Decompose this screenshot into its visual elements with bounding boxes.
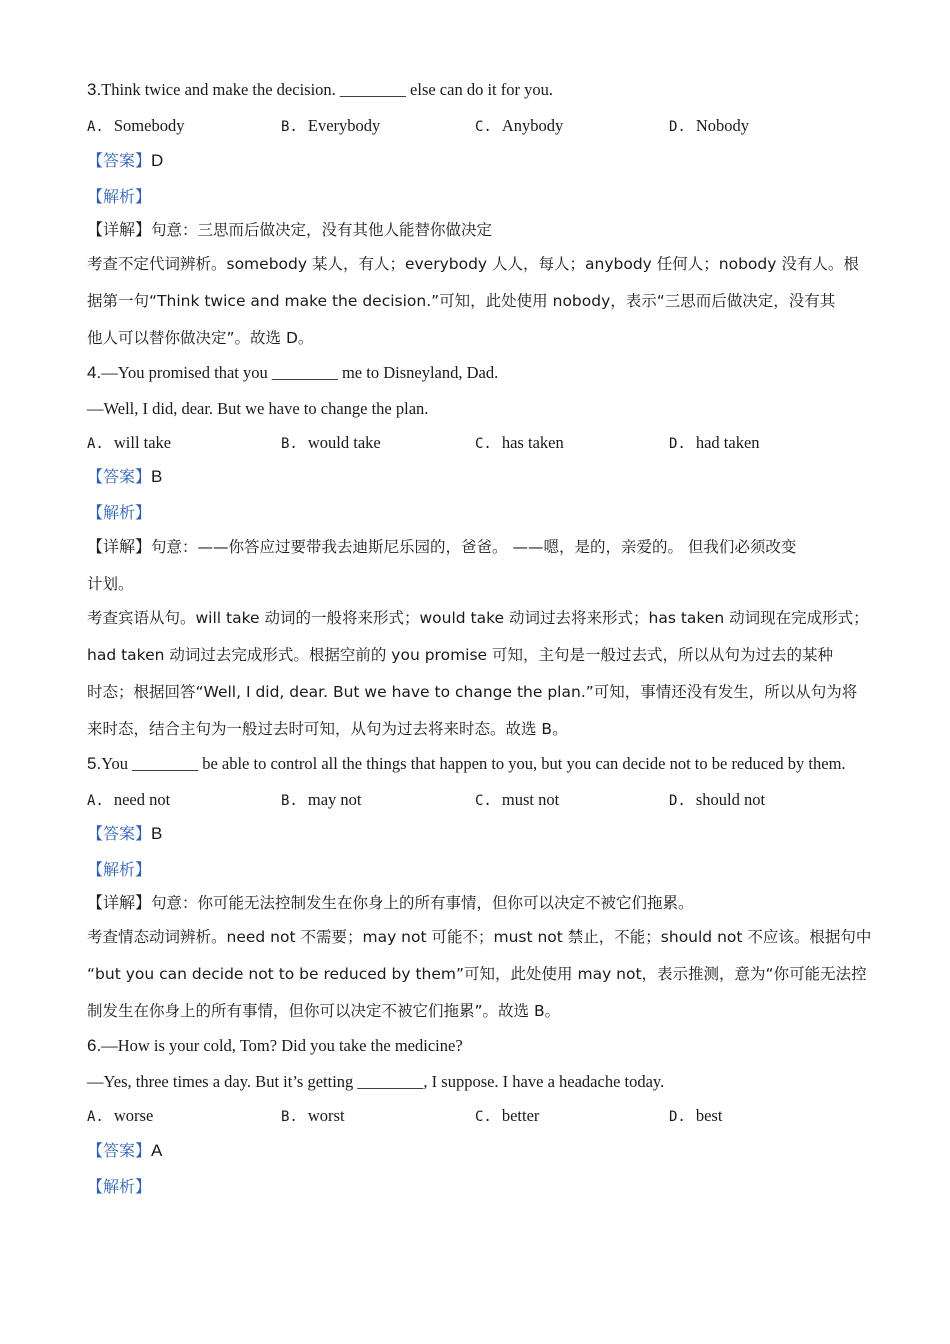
detail-line: “but you can decide not to be reduced by them”可知，此处使用 may not，表示推测，意为“你可能无法控 bbox=[87, 965, 867, 983]
option-letter: B. bbox=[281, 436, 298, 452]
answer-label: 【答案】 bbox=[87, 824, 152, 843]
question-text: —Yes, three times a day. But it’s getting ________, I suppose. I have a headache today. bbox=[87, 1072, 665, 1091]
option-b bbox=[281, 432, 381, 455]
detail-label: 【详解】 bbox=[87, 893, 152, 912]
detail-label: 【详解】 bbox=[87, 220, 152, 239]
option-text: worst bbox=[307, 1106, 345, 1125]
answer-line bbox=[87, 823, 162, 845]
option-text: worse bbox=[113, 1106, 154, 1125]
option-c bbox=[475, 432, 564, 455]
option-a bbox=[87, 115, 184, 138]
option-text: had taken bbox=[695, 433, 760, 452]
option-c bbox=[475, 789, 559, 812]
answer-label: 【答案】 bbox=[87, 1141, 152, 1160]
option-d bbox=[669, 1105, 722, 1128]
detail-text: 句意：三思而后做决定，没有其他人能替你做决定 bbox=[151, 221, 493, 239]
detail-text: 句意：你可能无法控制发生在你身上的所有事情，但你可以决定不被它们拖累。 bbox=[151, 894, 694, 912]
option-letter: B. bbox=[281, 1109, 298, 1125]
answer-value: A bbox=[151, 1141, 163, 1160]
option-letter: B. bbox=[281, 793, 298, 809]
question-text: Think twice and make the decision. ________ else can do it for you. bbox=[101, 80, 553, 99]
answer-line bbox=[87, 1140, 162, 1162]
option-text: Somebody bbox=[113, 116, 185, 135]
analysis-heading bbox=[87, 859, 151, 881]
option-text: need not bbox=[113, 790, 171, 809]
answer-value: B bbox=[151, 467, 163, 486]
analysis-heading bbox=[87, 186, 151, 208]
option-letter: C. bbox=[475, 436, 492, 452]
option-text: may not bbox=[307, 790, 362, 809]
analysis-label: 【解析】 bbox=[87, 1177, 152, 1196]
analysis-label: 【解析】 bbox=[87, 860, 152, 879]
option-letter: D. bbox=[669, 793, 686, 809]
detail-line: 计划。 bbox=[87, 575, 134, 593]
answer-line bbox=[87, 150, 163, 172]
option-text: will take bbox=[113, 433, 172, 452]
option-text: Everybody bbox=[307, 116, 381, 135]
option-a bbox=[87, 1105, 153, 1128]
detail-label: 【详解】 bbox=[87, 537, 152, 556]
detail-line bbox=[87, 536, 796, 558]
option-letter: A. bbox=[87, 436, 104, 452]
question-text: —You promised that you ________ me to Disneyland, Dad. bbox=[101, 363, 499, 382]
option-d bbox=[669, 432, 760, 455]
option-b bbox=[281, 789, 361, 812]
option-b bbox=[281, 1105, 345, 1128]
analysis-heading bbox=[87, 1176, 151, 1198]
detail-line: 考查宾语从句。will take 动词的一般将来形式；would take 动词过去将来形式；has taken 动词现在完成形式； bbox=[87, 609, 869, 627]
option-letter: C. bbox=[475, 119, 492, 135]
option-text: has taken bbox=[501, 433, 564, 452]
question-3-stem bbox=[87, 79, 553, 101]
option-c bbox=[475, 115, 563, 138]
option-text: Anybody bbox=[501, 116, 564, 135]
question-text: You ________ be able to control all the things that happen to you, but you can decide not to be reduced by them. bbox=[101, 754, 846, 773]
option-letter: A. bbox=[87, 1109, 104, 1125]
question-text: —How is your cold, Tom? Did you take the medicine? bbox=[101, 1036, 463, 1055]
option-letter: C. bbox=[475, 1109, 492, 1125]
detail-line bbox=[87, 892, 694, 914]
option-letter: C. bbox=[475, 793, 492, 809]
option-text: should not bbox=[695, 790, 766, 809]
answer-label: 【答案】 bbox=[87, 151, 152, 170]
question-5-stem bbox=[87, 753, 846, 775]
detail-line: 考查不定代词辨析。somebody 某人，有人；everybody 人人，每人；anybody 任何人；nobody 没有人。根 bbox=[87, 255, 859, 273]
question-number: 6. bbox=[87, 1036, 102, 1055]
detail-line: 考查情态动词辨析。need not 不需要；may not 可能不；must not 禁止，不能；should not 不应该。根据句中 bbox=[87, 928, 872, 946]
option-text: better bbox=[501, 1106, 540, 1125]
detail-line: 来时态，结合主句为一般过去时可知，从句为过去将来时态。故选 B。 bbox=[87, 720, 568, 738]
option-c bbox=[475, 1105, 539, 1128]
detail-line: 据第一句“Think twice and make the decision.”可知，此处使用 nobody，表示“三思而后做决定，没有其 bbox=[87, 292, 836, 310]
question-6-stem bbox=[87, 1035, 463, 1057]
option-a bbox=[87, 432, 171, 455]
answer-value: B bbox=[151, 824, 163, 843]
detail-line: had taken 动词过去完成形式。根据空前的 you promise 可知，主句是一般过去式，所以从句为过去的某种 bbox=[87, 646, 834, 664]
analysis-label: 【解析】 bbox=[87, 187, 152, 206]
option-b bbox=[281, 115, 380, 138]
detail-text: 句意：——你答应过要带我去迪斯尼乐园的，爸爸。 ——嗯，是的，亲爱的。 但我们必须改变 bbox=[151, 538, 797, 556]
option-letter: B. bbox=[281, 119, 298, 135]
question-number: 5. bbox=[87, 754, 102, 773]
question-4-stem bbox=[87, 362, 498, 384]
option-a bbox=[87, 789, 170, 812]
answer-value: D bbox=[151, 151, 164, 170]
detail-line: 时态；根据回答“Well, I did, dear. But we have to change the plan.”可知，事情还没有发生，所以从句为将 bbox=[87, 683, 858, 701]
option-letter: A. bbox=[87, 119, 104, 135]
analysis-heading bbox=[87, 502, 151, 524]
detail-line: 制发生在你身上的所有事情，但你可以决定不被它们拖累”。故选 B。 bbox=[87, 1002, 561, 1020]
option-letter: D. bbox=[669, 1109, 686, 1125]
option-text: Nobody bbox=[695, 116, 750, 135]
option-d bbox=[669, 789, 765, 812]
option-letter: D. bbox=[669, 436, 686, 452]
detail-line: 他人可以替你做决定”。故选 D。 bbox=[87, 329, 314, 347]
question-number: 3. bbox=[87, 80, 102, 99]
detail-line bbox=[87, 219, 492, 241]
option-text: best bbox=[695, 1106, 723, 1125]
answer-line bbox=[87, 466, 162, 488]
question-text: —Well, I did, dear. But we have to change the plan. bbox=[87, 399, 429, 418]
option-d bbox=[669, 115, 749, 138]
option-text: must not bbox=[501, 790, 560, 809]
option-letter: D. bbox=[669, 119, 686, 135]
analysis-label: 【解析】 bbox=[87, 503, 152, 522]
answer-label: 【答案】 bbox=[87, 467, 152, 486]
option-letter: A. bbox=[87, 793, 104, 809]
option-text: would take bbox=[307, 433, 381, 452]
question-number: 4. bbox=[87, 363, 102, 382]
